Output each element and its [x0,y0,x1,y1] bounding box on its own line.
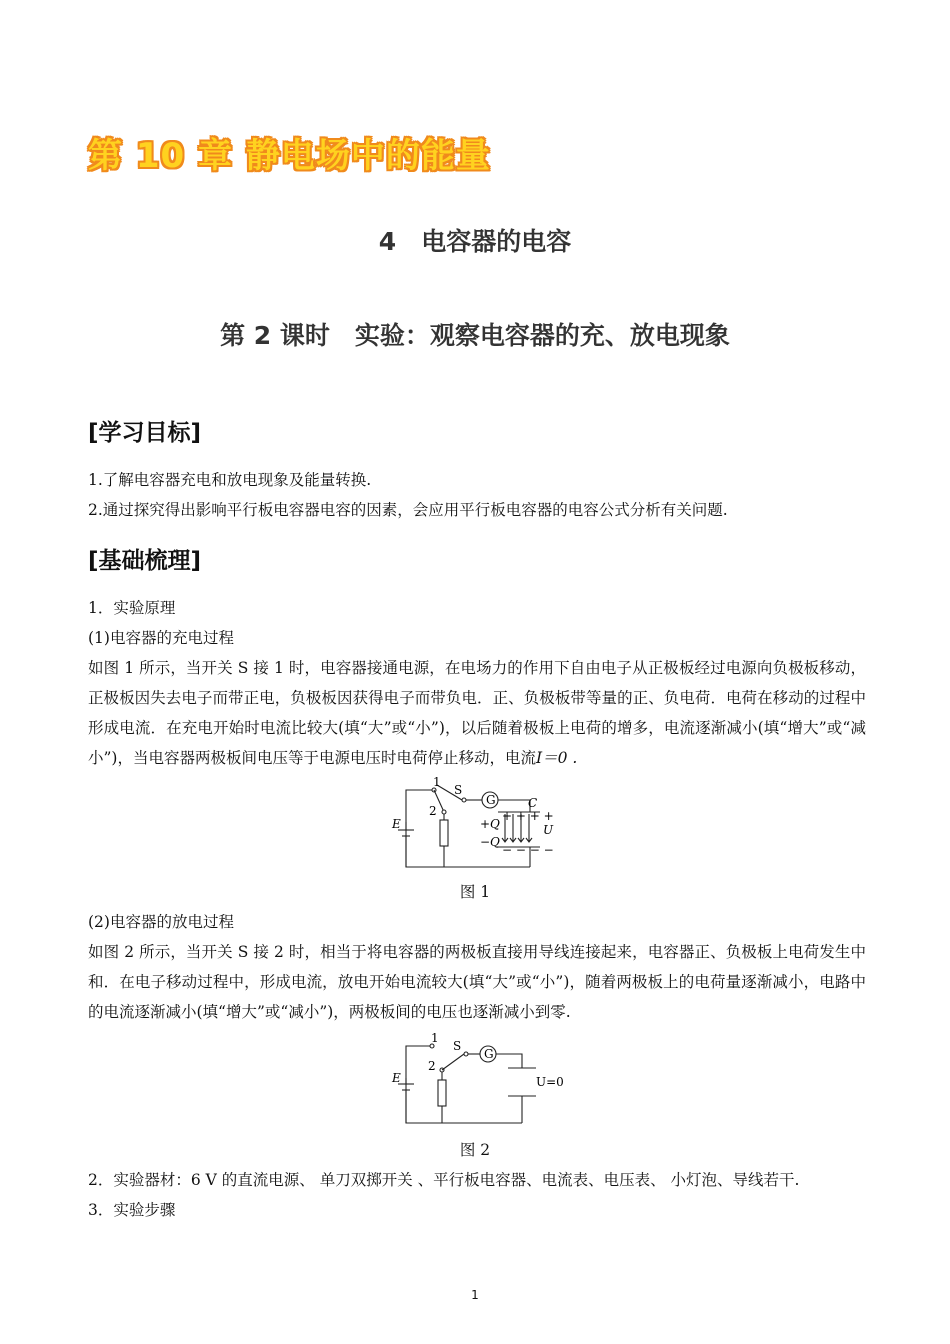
goals-heading: [学习目标] [88,420,202,446]
figure-1-caption: 图 1 [459,883,491,901]
fig2-switch-2-label: 2 [428,1059,436,1073]
fig1-capacitor-c-label: C [528,796,538,810]
charge-text: 如图 1 所示，当开关 S 接 1 时，电容器接通电源，在电场力的作用下自由电子从正极板经过电源向负极板移动，正极板因失去电子而带正电，负极板因获得电子而带负电．正、负极板带等量的正、负电荷．电荷在移动的过程中形成电流．在充电开始时电流比较大(填“大”或“小”)，以后随着极板上电荷的增多，电流逐渐减小(填“增大”或“减小”)，当电容器两极板间电压等于电源电压时电荷停止移动，电流 [88,659,866,767]
fig2-switch-1-label: 1 [431,1031,439,1045]
figure-2-caption: 图 2 [459,1141,491,1159]
lesson-title: 第 2 课时 实验：观察电容器的充、放电现象 [220,321,730,350]
materials-line: 2．实验器材：6 V 的直流电源、 单刀双掷开关 、平行板电容器、电流表、电压表、 小灯泡、导线若干. [88,1171,800,1189]
goal-item-1: 1.了解电容器充电和放电现象及能量转换. [88,471,372,489]
principle-title: 1．实验原理 [88,599,176,617]
fig2-source-e-label: E [392,1071,401,1085]
fig1-switch-1-label: 1 [433,775,441,789]
fig1-minus-signs: − − − − [502,843,554,857]
charge-title: (1)电容器的充电过程 [88,629,234,647]
fig2-switch-s-label: S [453,1039,462,1053]
fig1-source-e-label: E [392,817,401,831]
steps-title: 3．实验步骤 [88,1201,176,1219]
discharge-paragraph: 如图 2 所示，当开关 S 接 2 时，相当于将电容器的两极板直接用导线连接起来，电容器正、负极板上电荷发生中和．在电子移动过程中，形成电流，放电开始电流较大(填“大”或“小”)，随着两极板上的电荷量逐渐减小，电路中的电流逐渐减小(填“增大”或“减小”)，两极板间的电压也逐渐减小到零. [88,943,866,1021]
figure-2-discharging-circuit [380,1030,570,1130]
discharge-title: (2)电容器的放电过程 [88,913,234,931]
fig1-switch-s-label: S [454,783,463,797]
fig2-galvanometer-label: G [484,1047,494,1061]
fig1-switch-2-label: 2 [429,804,437,818]
fig1-galvanometer-label: G [486,793,496,807]
section-title: 4 电容器的电容 [378,227,572,256]
goal-item-2: 2.通过探究得出影响平行板电容器电容的因素，会应用平行板电容器的电容公式分析有关问题. [88,501,728,519]
fig1-minus-q-label: −Q [480,835,500,849]
fig1-voltage-u-label: U [543,823,554,837]
page-number: 1 [471,1288,479,1302]
chapter-title: 第 10 章 静电场中的能量 [88,136,491,176]
charge-paragraph [88,653,866,773]
figure-1-charging-circuit [380,772,570,872]
fig2-voltage-zero-label: U=0 [536,1075,564,1089]
charge-text-end: I＝0 . [535,749,578,767]
basics-heading: [基础梳理] [88,548,202,574]
fig1-plus-q-label: +Q [480,817,500,831]
fig1-plus-signs: + + + + [502,809,554,823]
